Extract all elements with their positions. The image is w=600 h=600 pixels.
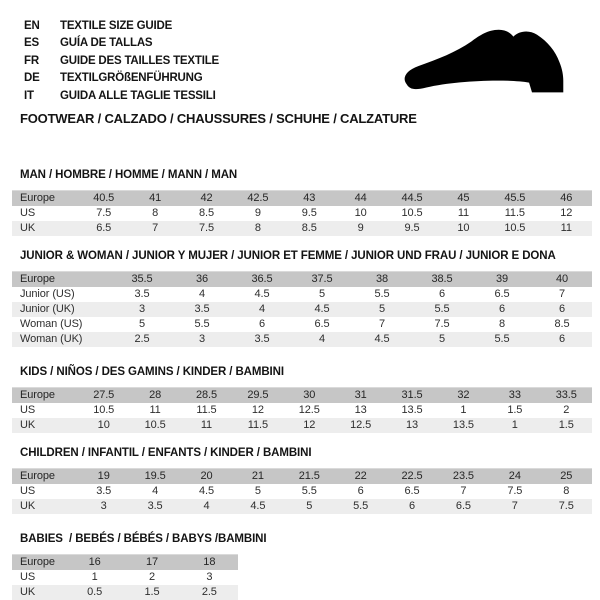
size-cell: 2 [563, 403, 570, 416]
row-label: US [20, 570, 36, 583]
size-cell: 12 [560, 206, 573, 219]
table-title-babies: BABIES / BEBÉS / BÉBÉS / BABYS /BAMBINI [20, 532, 267, 545]
size-cell: 7 [152, 221, 159, 234]
size-cell: 4 [152, 484, 159, 497]
size-cell: 8.5 [301, 221, 317, 234]
size-cell: 3 [138, 302, 146, 315]
size-cell: 4 [258, 302, 266, 315]
table-title-junior-woman: JUNIOR & WOMAN / JUNIOR Y MUJER / JUNIOR ET FEMME / JUNIOR UND FRAU / JUNIOR E DONA [20, 249, 556, 262]
size-cell: 16 [88, 555, 101, 568]
size-cell: 4.5 [198, 484, 214, 497]
size-cell: 8 [498, 317, 506, 330]
size-cell: 5 [438, 332, 446, 345]
size-table-kids [12, 387, 592, 433]
size-cell: 1.5 [558, 418, 574, 431]
size-cell: 22 [354, 469, 367, 482]
size-cell: 38 [375, 272, 389, 285]
size-cell: 6.5 [314, 317, 330, 330]
size-cell: 39 [495, 272, 509, 285]
size-cell: 6.5 [96, 221, 112, 234]
size-cell: 11 [200, 418, 213, 431]
size-cell: 24 [508, 469, 521, 482]
table-title-kids: KIDS / NIÑOS / DES GAMINS / KINDER / BAMBINI [20, 365, 284, 378]
size-cell: 6.5 [455, 499, 471, 512]
size-cell: 1 [91, 570, 98, 583]
size-cell: 31 [354, 388, 367, 401]
row-label: UK [20, 418, 36, 431]
size-cell: 12.5 [350, 418, 372, 431]
row-label: Europe [20, 555, 55, 568]
size-table-man [12, 190, 592, 236]
size-cell: 4 [318, 332, 326, 345]
size-cell: 2.5 [134, 332, 150, 345]
size-cell: 0.5 [87, 585, 103, 598]
lang-code: IT [24, 89, 34, 102]
size-cell: 9.5 [301, 206, 317, 219]
size-cell: 5.5 [194, 317, 210, 330]
size-cell: 30 [303, 388, 316, 401]
row-label: Woman (UK) [20, 332, 83, 345]
table-row [12, 287, 592, 302]
table-row [12, 499, 592, 514]
section-junior-woman [12, 250, 592, 347]
size-cell: 28 [149, 388, 162, 401]
size-cell: 17 [145, 555, 159, 568]
size-cell: 44.5 [401, 191, 423, 204]
table-row [12, 206, 592, 221]
size-cell: 6 [498, 302, 506, 315]
size-cell: 3 [100, 499, 107, 512]
section-kids [12, 366, 592, 433]
size-cell: 4 [203, 499, 210, 512]
size-cell: 3.5 [147, 499, 163, 512]
table-row [12, 403, 592, 418]
lang-title: GUÍA DE TALLAS [60, 37, 153, 50]
size-cell: 3.5 [254, 332, 270, 345]
table-title-man: MAN / HOMBRE / HOMME / MANN / MAN [20, 168, 238, 181]
size-cell: 42 [200, 191, 213, 204]
table-row [12, 468, 592, 484]
table-row [12, 271, 592, 287]
size-cell: 5.5 [301, 484, 317, 497]
size-cell: 46 [560, 191, 573, 204]
row-label: UK [20, 499, 36, 512]
category-header: FOOTWEAR / CALZADO / CHAUSSURES / SCHUHE / CALZATURE [20, 110, 417, 126]
size-cell: 25 [560, 469, 573, 482]
size-cell: 10.5 [401, 206, 423, 219]
row-label: US [20, 206, 36, 219]
table-row [12, 570, 238, 585]
lang-code: FR [24, 54, 39, 67]
size-cell: 11 [457, 206, 470, 219]
size-cell: 45.5 [504, 191, 526, 204]
size-cell: 10.5 [144, 418, 166, 431]
size-cell: 40 [555, 272, 569, 285]
size-cell: 11 [149, 403, 161, 416]
size-cell: 43 [303, 191, 316, 204]
size-cell: 19 [97, 469, 110, 482]
size-cell: 3.5 [134, 287, 150, 300]
size-cell: 32 [457, 388, 470, 401]
size-cell: 8 [563, 484, 570, 497]
section-babies [12, 533, 592, 600]
size-cell: 2 [148, 570, 155, 583]
size-cell: 7 [460, 484, 467, 497]
size-cell: 10 [97, 418, 110, 431]
table-row [12, 554, 238, 570]
size-table-children [12, 468, 592, 514]
size-cell: 8.5 [554, 317, 570, 330]
size-cell: 6 [558, 332, 566, 345]
size-cell: 9.5 [404, 221, 420, 234]
table-row [12, 302, 592, 317]
row-label: Europe [20, 469, 55, 482]
size-cell: 6 [409, 499, 416, 512]
size-cell: 18 [203, 555, 216, 568]
size-cell: 5.5 [434, 302, 450, 315]
size-cell: 3.5 [194, 302, 210, 315]
row-label: US [20, 484, 36, 497]
row-label: Europe [20, 191, 55, 204]
size-cell: 3 [198, 332, 206, 345]
size-cell: 45 [457, 191, 470, 204]
size-cell: 33 [508, 388, 521, 401]
size-cell: 21 [251, 469, 264, 482]
size-cell: 6.5 [404, 484, 420, 497]
size-cell: 13 [354, 403, 367, 416]
size-cell: 7 [511, 499, 518, 512]
size-cell: 3.5 [96, 484, 112, 497]
size-cell: 7.5 [558, 499, 574, 512]
size-cell: 11.5 [247, 418, 268, 431]
table-row [12, 418, 592, 433]
size-cell: 9 [254, 206, 261, 219]
section-children [12, 447, 592, 514]
lang-code: DE [24, 72, 40, 85]
size-cell: 13.5 [452, 418, 474, 431]
size-cell: 28.5 [195, 388, 217, 401]
size-cell: 1.5 [507, 403, 523, 416]
size-cell: 5 [306, 499, 313, 512]
size-cell: 11.5 [504, 206, 525, 219]
size-cell: 9 [357, 221, 364, 234]
table-row [12, 484, 592, 499]
row-label: Junior (UK) [20, 302, 75, 315]
size-cell: 11.5 [196, 403, 217, 416]
row-label: UK [20, 585, 36, 598]
row-label: UK [20, 221, 36, 234]
size-cell: 13 [406, 418, 419, 431]
table-row [12, 387, 592, 403]
lang-title: GUIDA ALLE TAGLIE TESSILI [60, 89, 216, 102]
size-cell: 10 [354, 206, 367, 219]
size-cell: 6 [357, 484, 364, 497]
size-cell: 7.5 [96, 206, 112, 219]
size-cell: 44 [354, 191, 367, 204]
size-cell: 19.5 [144, 469, 166, 482]
size-cell: 33.5 [555, 388, 577, 401]
size-cell: 21.5 [298, 469, 320, 482]
size-cell: 8 [152, 206, 159, 219]
size-cell: 3 [206, 570, 213, 583]
table-row [12, 332, 592, 347]
size-cell: 23.5 [452, 469, 474, 482]
row-label: US [20, 403, 36, 416]
lang-title: TEXTILGRÖßENFÜHRUNG [60, 72, 203, 85]
size-cell: 4.5 [314, 302, 330, 315]
size-cell: 10.5 [504, 221, 526, 234]
size-cell: 37.5 [311, 272, 333, 285]
size-cell: 31.5 [401, 388, 423, 401]
row-label: Junior (US) [20, 287, 75, 300]
size-cell: 1.5 [144, 585, 160, 598]
size-cell: 4.5 [250, 499, 266, 512]
size-cell: 11 [560, 221, 572, 234]
size-cell: 5 [254, 484, 261, 497]
size-cell: 8 [254, 221, 261, 234]
size-cell: 2.5 [201, 585, 217, 598]
size-cell: 1 [511, 418, 518, 431]
size-cell: 38.5 [431, 272, 453, 285]
size-cell: 35.5 [131, 272, 153, 285]
size-cell: 8.5 [198, 206, 214, 219]
size-cell: 5.5 [494, 332, 510, 345]
size-cell: 13.5 [401, 403, 423, 416]
size-cell: 7.5 [198, 221, 214, 234]
lang-title: GUIDE DES TAILLES TEXTILE [60, 54, 219, 67]
size-cell: 5 [378, 302, 386, 315]
table-row [12, 221, 592, 236]
size-cell: 10.5 [93, 403, 115, 416]
size-table-junior-woman [12, 271, 592, 347]
size-cell: 6.5 [494, 287, 510, 300]
size-cell: 40.5 [93, 191, 115, 204]
row-label: Europe [20, 272, 55, 285]
size-cell: 1 [460, 403, 467, 416]
row-label: Woman (US) [20, 317, 83, 330]
size-cell: 20 [200, 469, 213, 482]
size-table-babies [12, 554, 238, 600]
lang-code: EN [24, 19, 40, 32]
size-cell: 7.5 [434, 317, 450, 330]
table-row [12, 585, 238, 600]
section-man [12, 169, 592, 236]
lang-code: ES [24, 37, 39, 50]
table-row [12, 317, 592, 332]
table-row [12, 190, 592, 206]
size-cell: 22.5 [401, 469, 423, 482]
size-cell: 27.5 [93, 388, 115, 401]
size-cell: 29.5 [247, 388, 269, 401]
size-cell: 12 [251, 403, 264, 416]
shoe-icon [392, 20, 584, 108]
size-cell: 4 [198, 287, 206, 300]
size-cell: 4.5 [374, 332, 390, 345]
size-cell: 5.5 [353, 499, 369, 512]
size-cell: 7 [378, 317, 386, 330]
size-cell: 7.5 [507, 484, 523, 497]
size-cell: 41 [149, 191, 162, 204]
size-cell: 36.5 [251, 272, 273, 285]
size-cell: 6 [438, 287, 446, 300]
row-label: Europe [20, 388, 55, 401]
size-cell: 5 [138, 317, 146, 330]
size-cell: 6 [558, 302, 566, 315]
size-cell: 5.5 [374, 287, 390, 300]
size-cell: 7 [558, 287, 566, 300]
size-cell: 4.5 [254, 287, 270, 300]
size-cell: 12 [303, 418, 316, 431]
size-cell: 42.5 [247, 191, 269, 204]
size-cell: 5 [318, 287, 326, 300]
lang-title: TEXTILE SIZE GUIDE [60, 19, 173, 32]
size-cell: 36 [195, 272, 209, 285]
size-cell: 6 [258, 317, 266, 330]
size-cell: 10 [457, 221, 470, 234]
size-cell: 12.5 [298, 403, 320, 416]
table-title-children: CHILDREN / INFANTIL / ENFANTS / KINDER / BAMBINI [20, 446, 312, 459]
